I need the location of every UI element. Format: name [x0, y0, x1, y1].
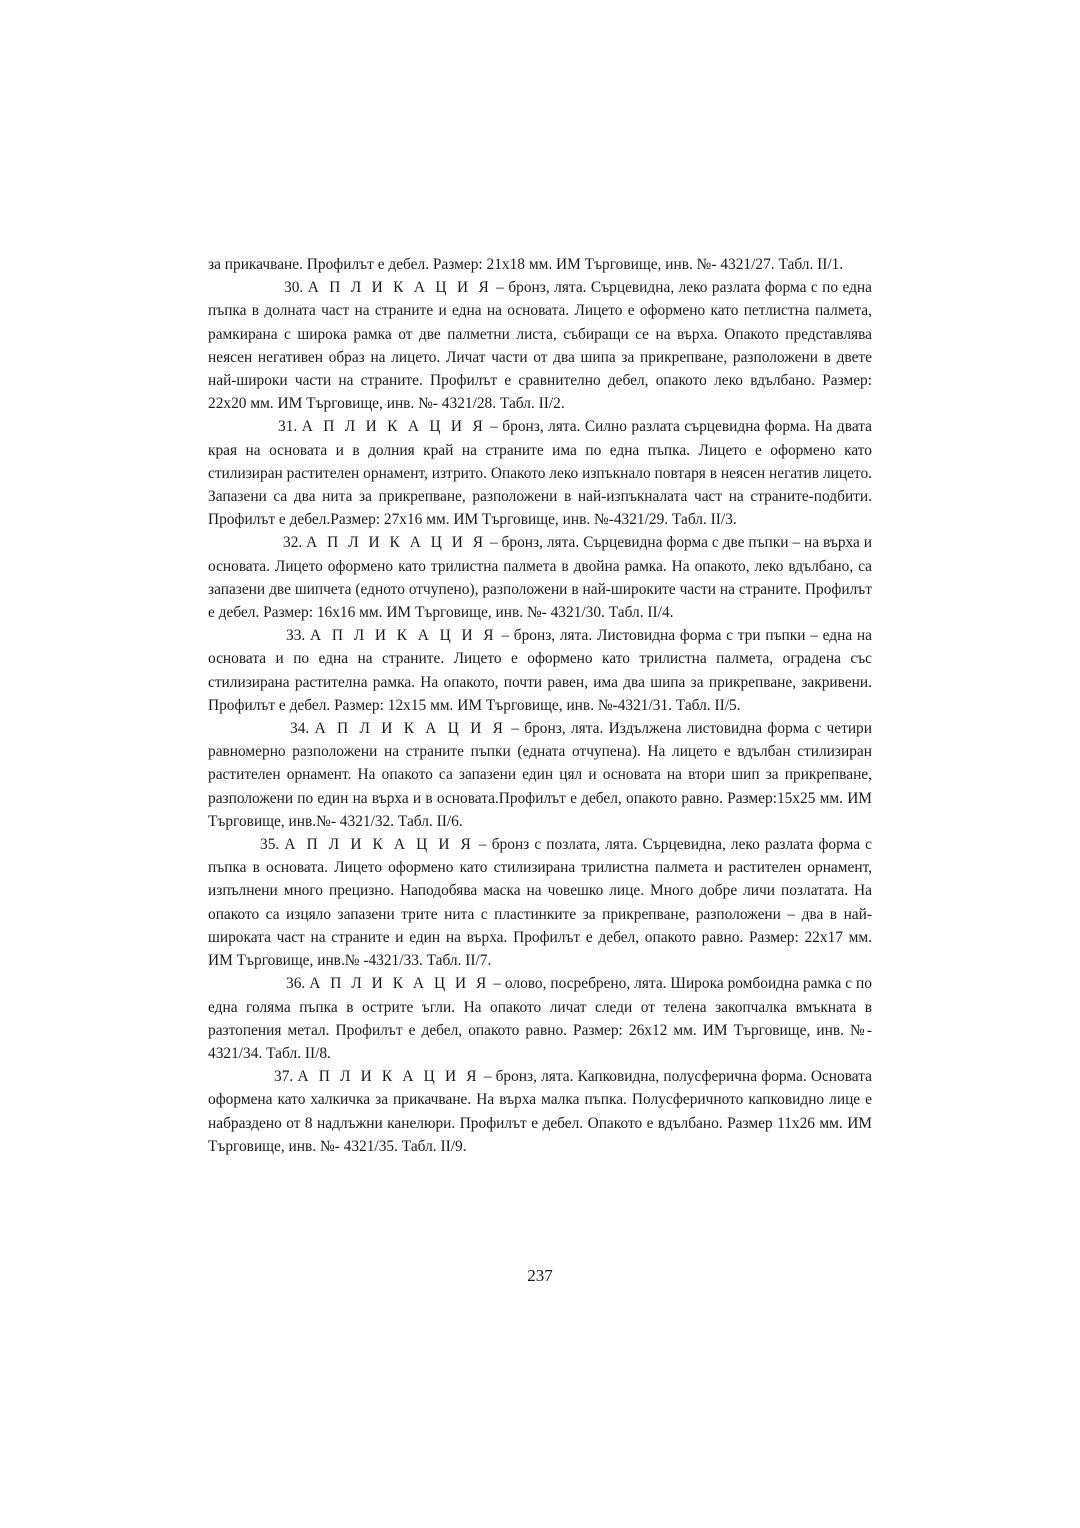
entry-number: 33.	[286, 627, 306, 645]
entry-term: А П Л И К А Ц И Я	[297, 1068, 480, 1086]
catalog-entry-33	[208, 624, 872, 717]
entry-text: – бронз, лята. Сърцевидна, леко разлата форма с по една пъпка в долната част на страните и една на основата. Лицето е оформено като петлистна палмета, рамкирана с широка рамка от две палметни листа, събиращи се на върха. Опакото представлява неясен негативен образ на лицето. Личат части от два шипа за прикрепване, разположени в двете най-широки части на страните. Профилът е сравнително дебел, опакото леко вдълбано. Размер: 22х20 мм. ИМ Търговище, инв. №- 4321/28. Табл. ІІ/2.	[208, 279, 872, 413]
entry-term: А П Л И К А Ц И Я	[309, 975, 490, 993]
entry-text: – бронз, лята. Издължена листовидна форма с четири равномерно разположени на страните пъпки (едната отчупена). На лицето е вдълбан стилизиран растителен орнамент. На опакото са запазени един цял и основата на втори шип за прикрепване, разположени по един на върха и в основата.Профилът е дебел, опакото равно. Размер:15х25 мм. ИМ Търговище, инв.№- 4321/32. Табл. ІІ/6.	[208, 720, 872, 830]
entry-number: 31.	[278, 418, 298, 436]
entry-number: 34.	[290, 720, 310, 738]
continuation-paragraph: за прикачване. Профилът е дебел. Размер: 21х18 мм. ИМ Търговище, инв. №- 4321/27. Табл. ІІ/1.	[208, 256, 844, 273]
entry-text: – бронз, лята. Листовидна форма с три пъпки – една на основата и по една на страните. Лицето е оформено като трилистна палмета, оградена със стилизирана растителна рамка. На опакото, почти равен, има два шипа за прикрепване, закривени. Профилът е дебел. Размер: 12х15 мм. ИМ Търговище, инв. №-4321/31. Табл. ІІ/5.	[208, 627, 872, 714]
entry-text: – бронз, лята. Силно разлата сърцевидна форма. На двата края на основата и в долния край на страните има по една пъпка. Лицето е оформено като стилизиран растителен орнамент, изтрито. Опакото леко изпъкнало повтаря в неясен негатив лицето. Запазени са два нита за прикрепване, разположени в най-изпъкналата част на страните-подбити. Профилът е дебел.Размер: 27х16 мм. ИМ Търговище, инв. №-4321/29. Табл. ІІ/3.	[208, 418, 872, 529]
entry-text: – бронз, лята. Капковидна, полусферична форма. Основата оформена като халкичка за прикачване. На върха малка пъпка. Полусферичното капковидно лице е набраздено от 8 надлъжни канелюри. Профилът е дебел. Опакото е вдълбано. Размер 11х26 мм. ИМ Търговище, инв. №- 4321/35. Табл. ІІ/9.	[208, 1068, 872, 1155]
catalog-entry-35	[208, 833, 872, 972]
catalog-entry-30	[208, 276, 872, 415]
catalog-entry-36	[208, 972, 872, 1065]
entry-term: А П Л И К А Ц И Я	[306, 534, 487, 552]
entry-text: – олово, посребрено, лята. Широка ромбоидна рамка с по една голяма пъпка в острите ъгли. На опакото личат следи от телена закопчалка вмъкната в разтопения метал. Профилът е дебел, опакото равно. Размер: 26х12 мм. ИМ Търговище, инв. №- 4321/34. Табл. ІІ/8.	[208, 975, 872, 1062]
entry-term: А П Л И К А Ц И Я	[310, 627, 497, 645]
entry-term: А П Л И К А Ц И Я	[314, 720, 506, 738]
entry-number: 35.	[260, 836, 280, 854]
page-number: 237	[527, 1266, 553, 1285]
entry-number: 36.	[286, 975, 306, 993]
entry-number: 37.	[274, 1068, 294, 1086]
catalog-entry-31	[208, 415, 872, 531]
entry-number: 30.	[284, 279, 304, 297]
catalog-entry-32	[208, 531, 872, 624]
page-body	[208, 253, 872, 1158]
entry-term: А П Л И К А Ц И Я	[284, 836, 474, 854]
entry-text: – бронз с позлата, лята. Сърцевидна, леко разлата форма с пъпка в основата. Лицето оформено като стилизирана трилистна палмета и растителен орнамент, изпълнени много прецизно. Наподобява маска на човешко лице. Много добре личи позлатата. На опакото са изцяло запазени трите нита с пластинките за прикрепване, разположени – два в най-широката част на страните и един на върха. Профилът е дебел, опакото равно. Размер: 22х17 мм. ИМ Търговище, инв.№ -4321/33. Табл. ІІ/7.	[208, 836, 872, 970]
catalog-entry-34	[208, 717, 872, 833]
entry-number: 32.	[283, 534, 303, 552]
entry-term: А П Л И К А Ц И Я	[307, 279, 492, 297]
entry-term: А П Л И К А Ц И Я	[301, 418, 486, 436]
entry-text: – бронз, лята. Сърцевидна форма с две пъпки – на върха и основата. Лицето оформено като трилистна палмета в двойна рамка. На опакото, леко вдълбано, са запазени две шипчета (едното отчупено), разположени в най-широките части на страните. Профилът е дебел. Размер: 16х16 мм. ИМ Търговище, инв. №- 4321/30. Табл. ІІ/4.	[208, 534, 872, 622]
catalog-entry-37	[208, 1065, 872, 1158]
